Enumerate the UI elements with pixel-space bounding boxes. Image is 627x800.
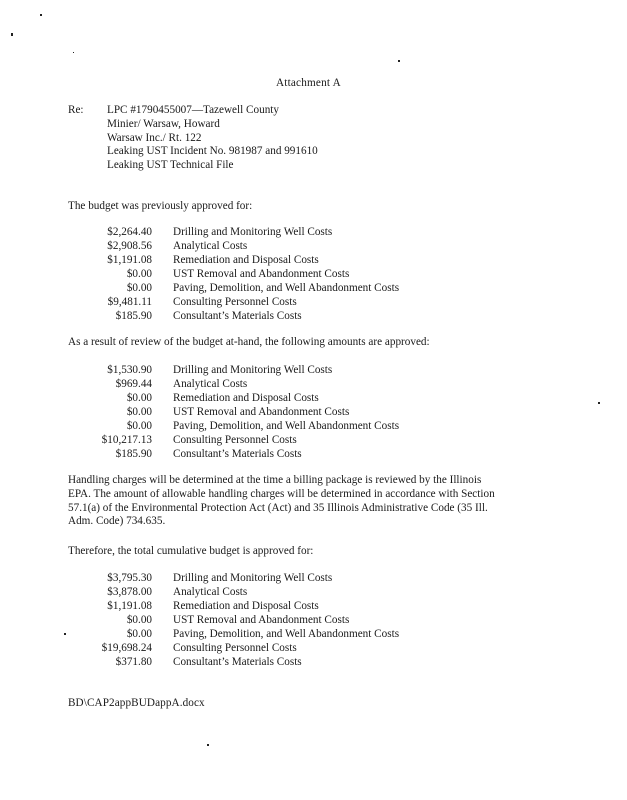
section2-intro: As a result of review of the budget at-hand, the following amounts are approved:: [68, 336, 430, 348]
cost-description: Consultant’s Materials Costs: [173, 310, 302, 322]
cost-description: Drilling and Monitoring Well Costs: [173, 226, 333, 238]
scan-speck: [398, 60, 400, 62]
cost-amount: $1,191.08: [107, 600, 152, 612]
scan-speck: [207, 744, 209, 746]
re-label: Re:: [68, 104, 84, 116]
cost-row: [68, 586, 488, 600]
cost-amount: $0.00: [126, 268, 152, 280]
cost-description: Drilling and Monitoring Well Costs: [173, 572, 333, 584]
paragraph-line: Handling charges will be determined at the time a billing package is reviewed by the Illinois: [68, 474, 482, 486]
cost-amount: $9,481.11: [107, 296, 152, 308]
cost-amount: $0.00: [126, 420, 152, 432]
cost-description: Consultant’s Materials Costs: [173, 448, 302, 460]
cost-amount: $1,191.08: [107, 254, 152, 266]
cost-row: [68, 364, 488, 378]
cost-description: Analytical Costs: [173, 240, 248, 252]
cost-row: [68, 392, 488, 406]
cost-row: [68, 226, 488, 240]
cost-amount: $3,878.00: [107, 586, 152, 598]
cost-amount: $371.80: [115, 656, 152, 668]
re-line: Leaking UST Incident No. 981987 and 991610: [107, 145, 318, 158]
cost-row: [68, 656, 488, 670]
scan-speck: [11, 33, 13, 36]
scan-speck: [598, 402, 600, 404]
cost-description: UST Removal and Abandonment Costs: [173, 406, 350, 418]
re-line: Warsaw Inc./ Rt. 122: [107, 131, 202, 144]
cost-row: [68, 296, 488, 310]
cost-description: Consulting Personnel Costs: [173, 296, 297, 308]
cost-row: [68, 434, 488, 448]
cost-amount: $0.00: [126, 614, 152, 626]
re-line: Leaking UST Technical File: [107, 159, 234, 172]
cost-row: [68, 614, 488, 628]
cost-amount: $0.00: [126, 628, 152, 640]
cost-row: [68, 254, 488, 268]
cost-row: [68, 240, 488, 254]
cost-row: [68, 420, 488, 434]
re-line: LPC #1790455007—Tazewell County: [107, 104, 279, 116]
cumulative-budget-table: [68, 572, 488, 670]
approved-amounts-table: [68, 364, 488, 462]
cost-row: [68, 628, 488, 642]
re-block: [107, 104, 318, 173]
cost-amount: $10,217.13: [101, 434, 152, 446]
section3-intro: Therefore, the total cumulative budget is approved for:: [68, 545, 314, 557]
cost-amount: $2,264.40: [107, 226, 152, 238]
cost-description: UST Removal and Abandonment Costs: [173, 268, 350, 280]
cost-row: [68, 642, 488, 656]
cost-amount: $19,698.24: [101, 642, 152, 654]
cost-description: Remediation and Disposal Costs: [173, 600, 319, 612]
cost-row: [68, 310, 488, 324]
paragraph-line: 57.1(a) of the Environmental Protection Act (Act) and 35 Illinois Administrative Code (35 Ill.: [68, 501, 488, 514]
cost-amount: $3,795.30: [107, 572, 152, 584]
cost-amount: $1,530.90: [107, 364, 152, 376]
cost-row: [68, 268, 488, 282]
section1-intro: The budget was previously approved for:: [68, 200, 253, 212]
cost-description: Paving, Demolition, and Well Abandonment Costs: [173, 628, 400, 640]
cost-row: [68, 448, 488, 462]
paragraph-line: EPA. The amount of allowable handling charges will be determined in accordance with Section: [68, 487, 495, 500]
cost-description: Consultant’s Materials Costs: [173, 656, 302, 668]
file-path-footer: BD\CAP2appBUDappA.docx: [68, 697, 205, 709]
handling-charges-paragraph: [68, 474, 568, 529]
cost-description: Paving, Demolition, and Well Abandonment Costs: [173, 282, 400, 294]
cost-description: Remediation and Disposal Costs: [173, 392, 319, 404]
cost-description: Remediation and Disposal Costs: [173, 254, 319, 266]
cost-description: Consulting Personnel Costs: [173, 642, 297, 654]
cost-row: [68, 282, 488, 296]
cost-amount: $0.00: [126, 282, 152, 294]
previous-budget-table: [68, 226, 488, 324]
cost-description: Analytical Costs: [173, 586, 248, 598]
cost-description: Paving, Demolition, and Well Abandonment Costs: [173, 420, 400, 432]
cost-amount: $185.90: [115, 310, 152, 322]
cost-amount: $185.90: [115, 448, 152, 460]
re-line: Minier/ Warsaw, Howard: [107, 117, 220, 130]
cost-row: [68, 572, 488, 586]
paragraph-line: Adm. Code) 734.635.: [68, 515, 166, 528]
cost-row: [68, 600, 488, 614]
page-title: Attachment A: [276, 77, 341, 89]
scan-speck: [73, 52, 74, 53]
cost-description: Analytical Costs: [173, 378, 248, 390]
cost-amount: $0.00: [126, 392, 152, 404]
cost-description: UST Removal and Abandonment Costs: [173, 614, 350, 626]
cost-description: Drilling and Monitoring Well Costs: [173, 364, 333, 376]
cost-amount: $969.44: [115, 378, 152, 390]
scan-speck: [40, 14, 42, 16]
cost-row: [68, 406, 488, 420]
cost-row: [68, 378, 488, 392]
cost-description: Consulting Personnel Costs: [173, 434, 297, 446]
cost-amount: $0.00: [126, 406, 152, 418]
scan-speck: [64, 633, 66, 635]
cost-amount: $2,908.56: [107, 240, 152, 252]
